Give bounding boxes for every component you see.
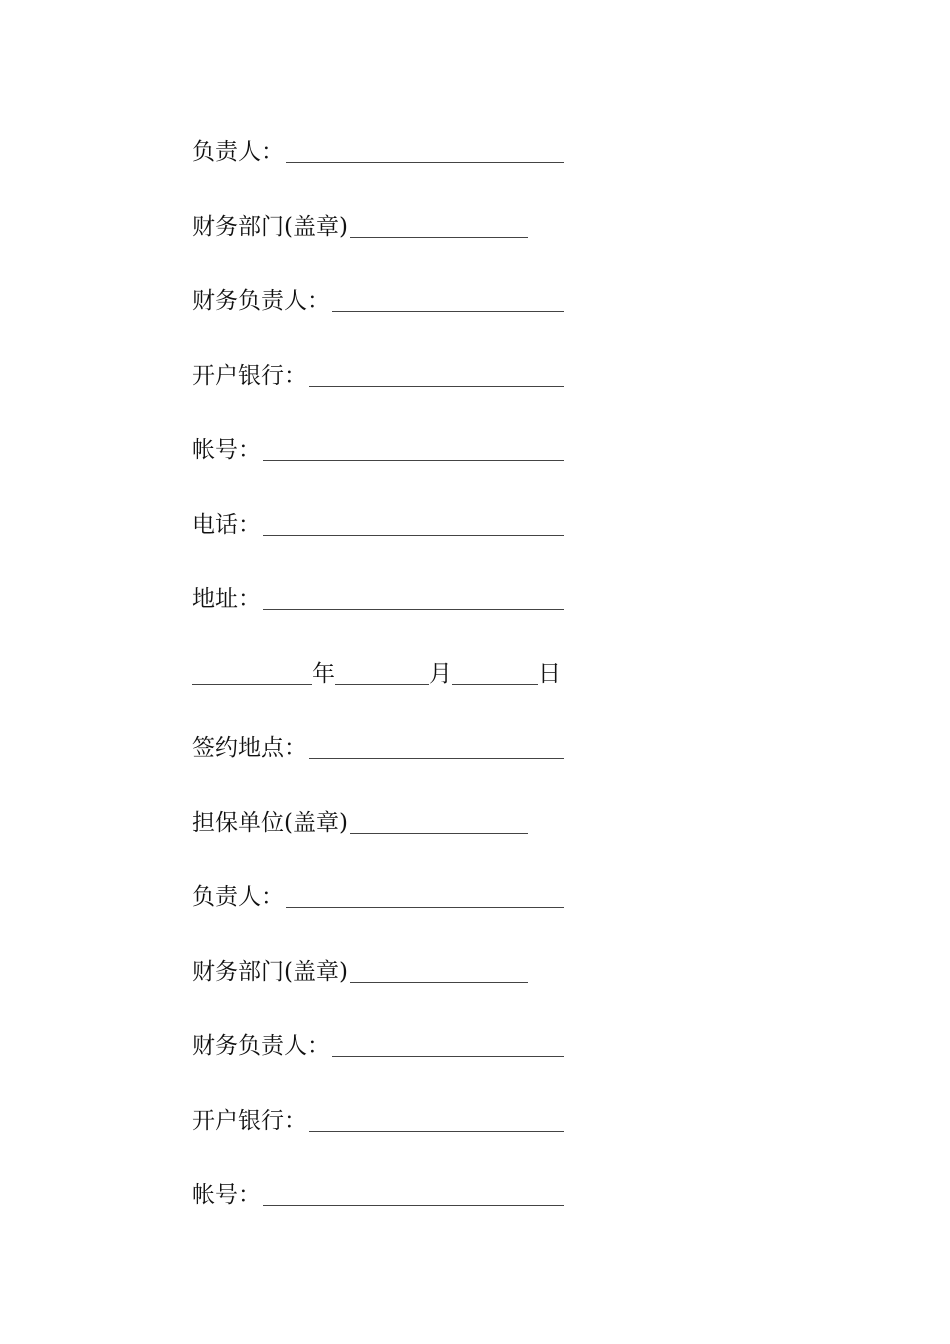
month-label: 月 <box>429 660 452 687</box>
day-label: 日 <box>538 660 561 687</box>
guarantor-account-line <box>192 1171 564 1246</box>
bank-blank[interactable] <box>309 352 564 387</box>
guarantor-account-blank[interactable] <box>263 1171 564 1206</box>
guarantor-finance-head-label: 财务负责人： <box>192 1033 330 1059</box>
date-line <box>192 650 564 725</box>
signing-place-label: 签约地点： <box>192 735 307 761</box>
finance-dept-seal-blank[interactable] <box>350 203 528 238</box>
guarantor-responsible-person-line <box>192 873 564 948</box>
responsible-person-line <box>192 128 564 203</box>
address-blank[interactable] <box>263 575 564 610</box>
guarantor-responsible-person-blank[interactable] <box>286 873 564 908</box>
guarantor-bank-line <box>192 1097 564 1172</box>
phone-blank[interactable] <box>263 501 564 536</box>
finance-dept-seal-line <box>192 203 564 278</box>
guarantor-responsible-person-label: 负责人： <box>192 884 284 910</box>
finance-head-label: 财务负责人： <box>192 288 330 314</box>
account-blank[interactable] <box>263 426 564 461</box>
guarantor-bank-blank[interactable] <box>309 1097 564 1132</box>
phone-line <box>192 501 564 576</box>
bank-label: 开户银行： <box>192 362 307 389</box>
month-blank[interactable] <box>335 650 429 685</box>
guarantor-finance-dept-seal-line <box>192 948 564 1023</box>
guarantor-seal-blank[interactable] <box>350 799 528 834</box>
signature-block <box>192 128 564 1246</box>
responsible-person-label: 负责人： <box>192 139 284 165</box>
guarantor-bank-label: 开户银行： <box>192 1107 307 1134</box>
account-label: 帐号： <box>192 437 261 463</box>
guarantor-account-label: 帐号： <box>192 1182 261 1208</box>
guarantor-finance-dept-seal-blank[interactable] <box>350 948 528 983</box>
finance-dept-seal-label: 财务部门(盖章) <box>192 213 348 240</box>
finance-head-blank[interactable] <box>332 277 564 312</box>
guarantor-finance-dept-seal-label: 财务部门(盖章) <box>192 958 348 985</box>
finance-head-line <box>192 277 564 352</box>
address-line <box>192 575 564 650</box>
guarantor-finance-head-line <box>192 1022 564 1097</box>
phone-label: 电话： <box>192 511 261 538</box>
signing-place-line <box>192 724 564 799</box>
guarantor-seal-label: 担保单位(盖章) <box>192 809 348 836</box>
bank-line <box>192 352 564 427</box>
year-label: 年 <box>312 660 335 687</box>
responsible-person-blank[interactable] <box>286 128 564 163</box>
account-line <box>192 426 564 501</box>
day-blank[interactable] <box>452 650 538 685</box>
signing-place-blank[interactable] <box>309 724 564 759</box>
year-blank[interactable] <box>192 650 312 685</box>
guarantor-seal-line <box>192 799 564 874</box>
guarantor-finance-head-blank[interactable] <box>332 1022 564 1057</box>
address-label: 地址： <box>192 586 261 612</box>
